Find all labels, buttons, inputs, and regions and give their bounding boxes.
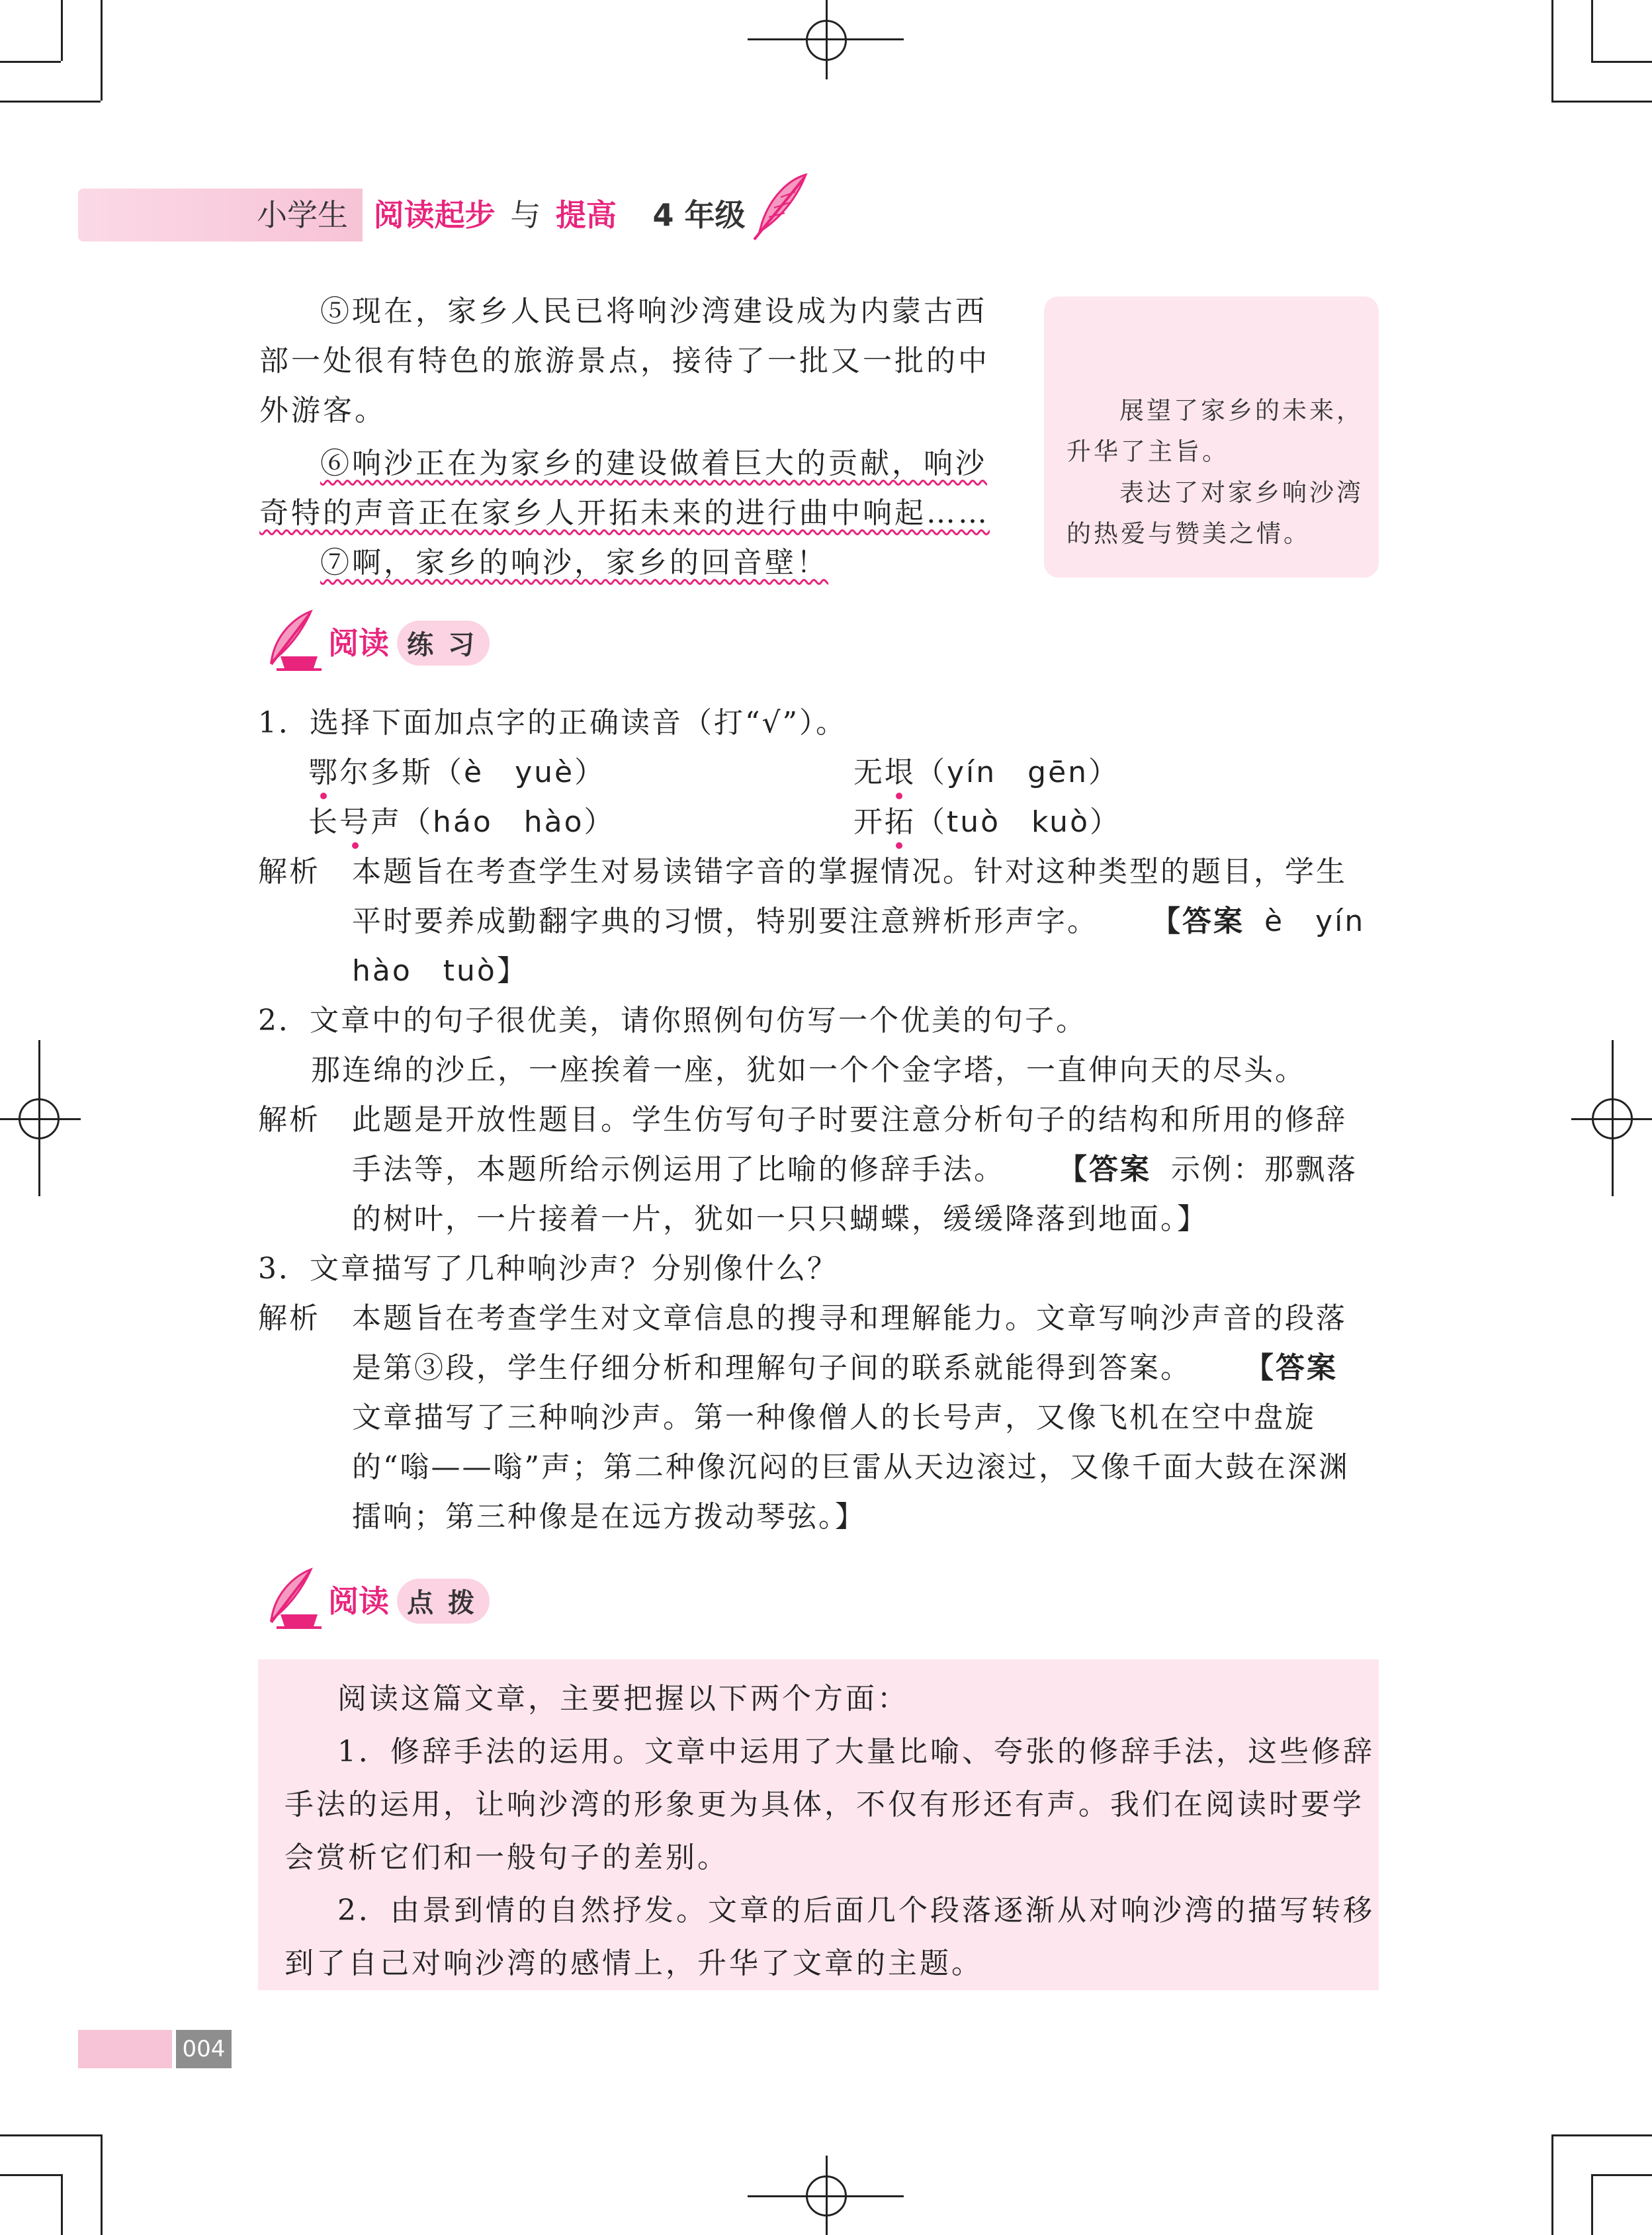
feather-icon xyxy=(258,609,324,675)
section-practice-heading xyxy=(328,621,489,673)
section-tips-title: 阅读 xyxy=(328,1583,389,1619)
q1-item-2: 无垠（yín gēn） xyxy=(853,756,1120,789)
question-2-stem: 2．文章中的句子很优美，请你照例句仿写一个优美的句子。 xyxy=(258,1004,1087,1037)
emphasis-dot xyxy=(320,793,327,799)
side-note-line1: 展望了家乡的未来，升华了主旨。 xyxy=(1066,396,1364,466)
q3-analysis: 本题旨在考查学生对文章信息的搜寻和理解能力。文章写响沙声音的段落是第③段，学生仔细分析和理解句子间的联系就能得到答案。 【答案文章描写了三种响沙声。第一种像僧人的长号声，又像飞机在空中盘旋的“嗡——嗡”声；第二种像沉闷的巨雷从天边滚过，又像千面大鼓在深渊擂响；第三种像是在远方拨动琴弦。】 xyxy=(352,1301,1350,1534)
section-practice-sub: 练习 xyxy=(407,629,490,660)
book-title-part4: 提高 xyxy=(555,197,617,233)
tips-point-1: 1．修辞手法的运用。文章中运用了大量比喻、夸张的修辞手法，这些修辞手法的运用，让响沙湾的形象更为具体，不仅有形还有声。我们在阅读时要学会赏析它们和一般句子的差别。 xyxy=(284,1735,1375,1874)
q1-item-1: 鄂尔多斯（è yuè） xyxy=(308,756,606,789)
q1-analysis-label: 解析 xyxy=(258,855,320,889)
q1-item-4: 开拓（tuò kuò） xyxy=(853,805,1121,839)
page-number: 004 xyxy=(176,2030,232,2068)
tips-content xyxy=(284,1673,1376,1990)
feather-icon xyxy=(748,171,814,243)
passage-paragraph-5 xyxy=(259,286,1008,435)
section-tips-heading xyxy=(328,1579,489,1631)
passage-paragraph-7 xyxy=(259,538,1008,588)
passage-paragraph-6 xyxy=(259,439,1008,538)
q1-item-3: 长号声（háo hào） xyxy=(308,805,615,839)
book-title-part1: 小学生 xyxy=(257,197,348,233)
question-1-stem: 1．选择下面加点字的正确读音（打“√”）。 xyxy=(258,706,848,740)
q2-analysis-label: 解析 xyxy=(258,1103,320,1137)
book-title xyxy=(257,194,746,236)
side-note-line2: 表达了对家乡响沙湾的热爱与赞美之情。 xyxy=(1066,478,1364,548)
q2-example-sentence: 那连绵的沙丘，一座挨着一座，犹如一个个金字塔，一直伸向天的尽头。 xyxy=(311,1053,1306,1087)
book-title-part3: 与 xyxy=(510,197,541,233)
passage-p6-text: ⑥响沙正在为家乡的建设做着巨大的贡献，响沙奇特的声音正在家乡人开拓未来的进行曲中响起…… xyxy=(259,447,990,530)
side-note xyxy=(1066,390,1364,554)
emphasis-dot xyxy=(896,793,902,799)
passage-p5-text: ⑤现在，家乡人民已将响沙湾建设成为内蒙古西部一处很有特色的旅游景点，接待了一批又一批的中外游客。 xyxy=(259,294,990,427)
book-grade: 4 年级 xyxy=(652,197,746,233)
section-tips-sub: 点拨 xyxy=(407,1587,490,1618)
q2-analysis: 此题是开放性题目。学生仿写句子时要注意分析句子的结构和所用的修辞手法等，本题所给示例运用了比喻的修辞手法。 【答案 示例：那飘落的树叶，一片接着一片，犹如一只只蝴蝶，缓缓降落到地面。】 xyxy=(352,1103,1358,1236)
q3-analysis-label: 解析 xyxy=(258,1301,320,1335)
page-number-band xyxy=(78,2030,172,2068)
tips-point-2: 2．由景到情的自然抒发。文章的后面几个段落逐渐从对响沙湾的描写转移到了自己对响沙湾的感情上，升华了文章的主题。 xyxy=(284,1894,1375,1980)
tips-intro: 阅读这篇文章，主要把握以下两个方面： xyxy=(337,1682,909,1716)
section-practice-title: 阅读 xyxy=(328,625,389,661)
passage-p7-text: ⑦啊，家乡的响沙，家乡的回音壁！ xyxy=(320,546,828,580)
question-3-stem: 3．文章描写了几种响沙声？分别像什么？ xyxy=(258,1252,838,1286)
book-title-part2: 阅读起步 xyxy=(373,197,496,233)
q1-analysis: 本题旨在考查学生对易读错字音的掌握情况。针对这种类型的题目，学生平时要养成勤翻字典的习惯，特别要注意辨析形声字。 【答案 è yín hào tuò】 xyxy=(352,855,1397,988)
feather-icon xyxy=(258,1567,324,1633)
